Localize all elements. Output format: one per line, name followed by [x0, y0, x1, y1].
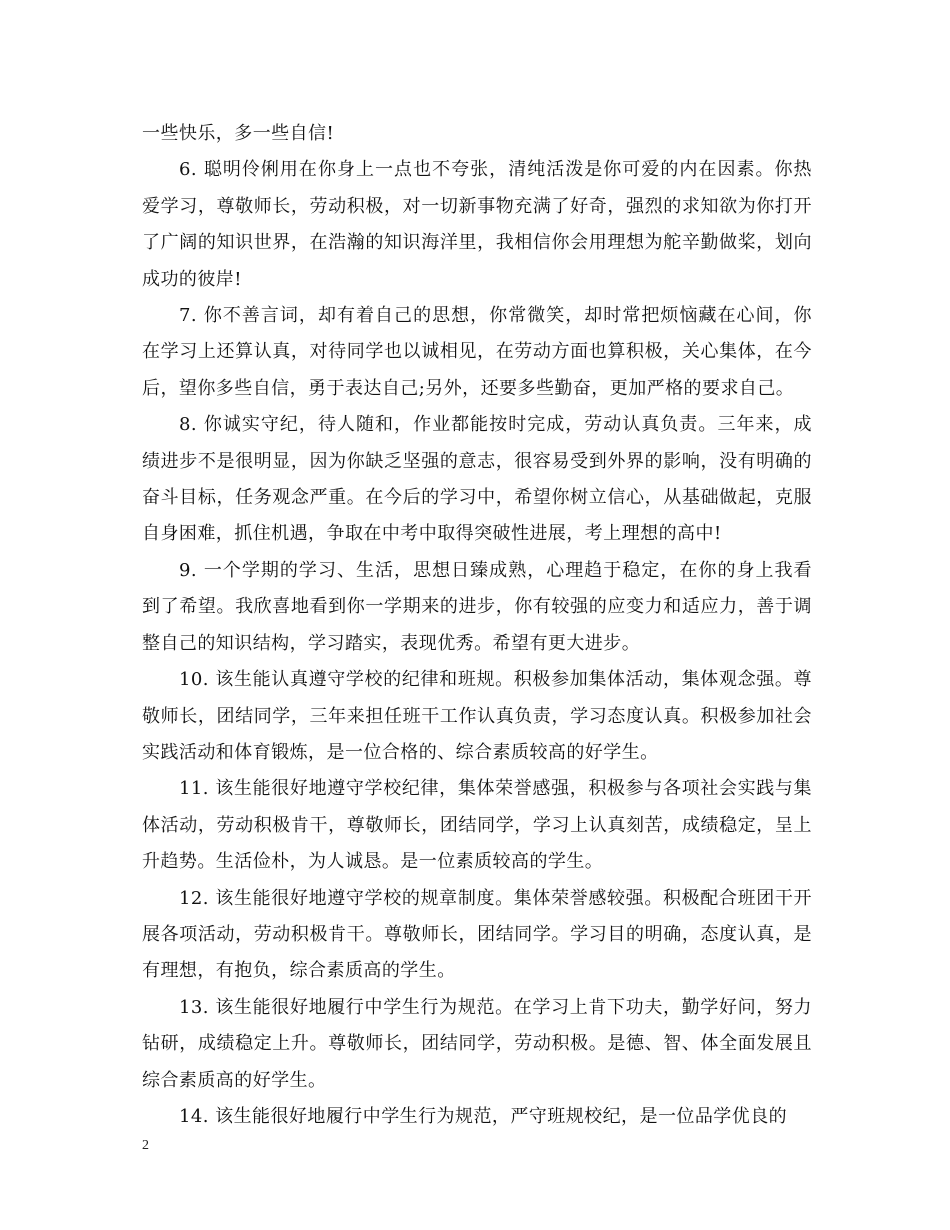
paragraph-9: 9. 一个学期的学习、生活，思想日臻成熟，心理趋于稳定，在你的身上我看到了希望。我欣喜地看到你一学期来的进步，你有较强的应变力和适应力，善于调整自己的知识结构，学习踏实，表现优秀。希望有更大进步。: [142, 559, 812, 654]
paragraph-7: 7. 你不善言词，却有着自己的思想，你常微笑，却时常把烦恼藏在心间，你在学习上还算认真，对待同学也以诚相见，在劳动方面也算积极，关心集体，在今后，望你多些自信，勇于表达自己;另外，还要多些勤奋，更加严格的要求自己。: [142, 305, 812, 399]
paragraph-continuation: 一些快乐，多一些自信!: [142, 123, 335, 144]
paragraph-12: 12. 该生能很好地遵守学校的规章制度。集体荣誉感较强。积极配合班团干开展各项活动，劳动积极肯干。尊敬师长，团结同学。学习目的明确，态度认真，是有理想，有抱负，综合素质高的学生。: [142, 887, 812, 982]
page-number: 2: [142, 1138, 149, 1153]
paragraph-14: 14. 该生能很好地履行中学生行为规范，严守班规校纪，是一位品学优良的: [179, 1105, 788, 1127]
paragraph-13: 13. 该生能很好地履行中学生行为规范。在学习上肯下功夫，勤学好问，努力钻研，成绩稳定上升。尊敬师长，团结同学，劳动积极。是德、智、体全面发展且综合素质高的好学生。: [142, 996, 812, 1091]
paragraph-8: 8. 你诚实守纪，待人随和，作业都能按时完成，劳动认真负责。三年来，成绩进步不是很明显，因为你缺乏坚强的意志，很容易受到外界的影响，没有明确的奋斗目标，任务观念严重。在今后的学习中，希望你树立信心，从基础做起，克服自身困难，抓住机遇，争取在中考中取得突破性进展，考上理想的高中!: [142, 414, 812, 545]
paragraph-10: 10. 该生能认真遵守学校的纪律和班规。积极参加集体活动，集体观念强。尊敬师长，团结同学，三年来担任班干工作认真负责，学习态度认真。积极参加社会实践活动和体育锻炼，是一位合格的、综合素质较高的好学生。: [142, 669, 812, 763]
paragraph-11: 11. 该生能很好地遵守学校纪律，集体荣誉感强，积极参与各项社会实践与集体活动，劳动积极肯干，尊敬师长，团结同学，学习上认真刻苦，成绩稳定，呈上升趋势。生活俭朴，为人诚恳。是一位素质较高的学生。: [142, 778, 812, 873]
paragraph-6: 6. 聪明伶俐用在你身上一点也不夸张，清纯活泼是你可爱的内在因素。你热爱学习，尊敬师长，劳动积极，对一切新事物充满了好奇，强烈的求知欲为你打开了广阔的知识世界，在浩瀚的知识海洋里，我相信你会用理想为舵辛勤做桨，划向成功的彼岸!: [142, 159, 812, 290]
document-body: [142, 116, 812, 1135]
